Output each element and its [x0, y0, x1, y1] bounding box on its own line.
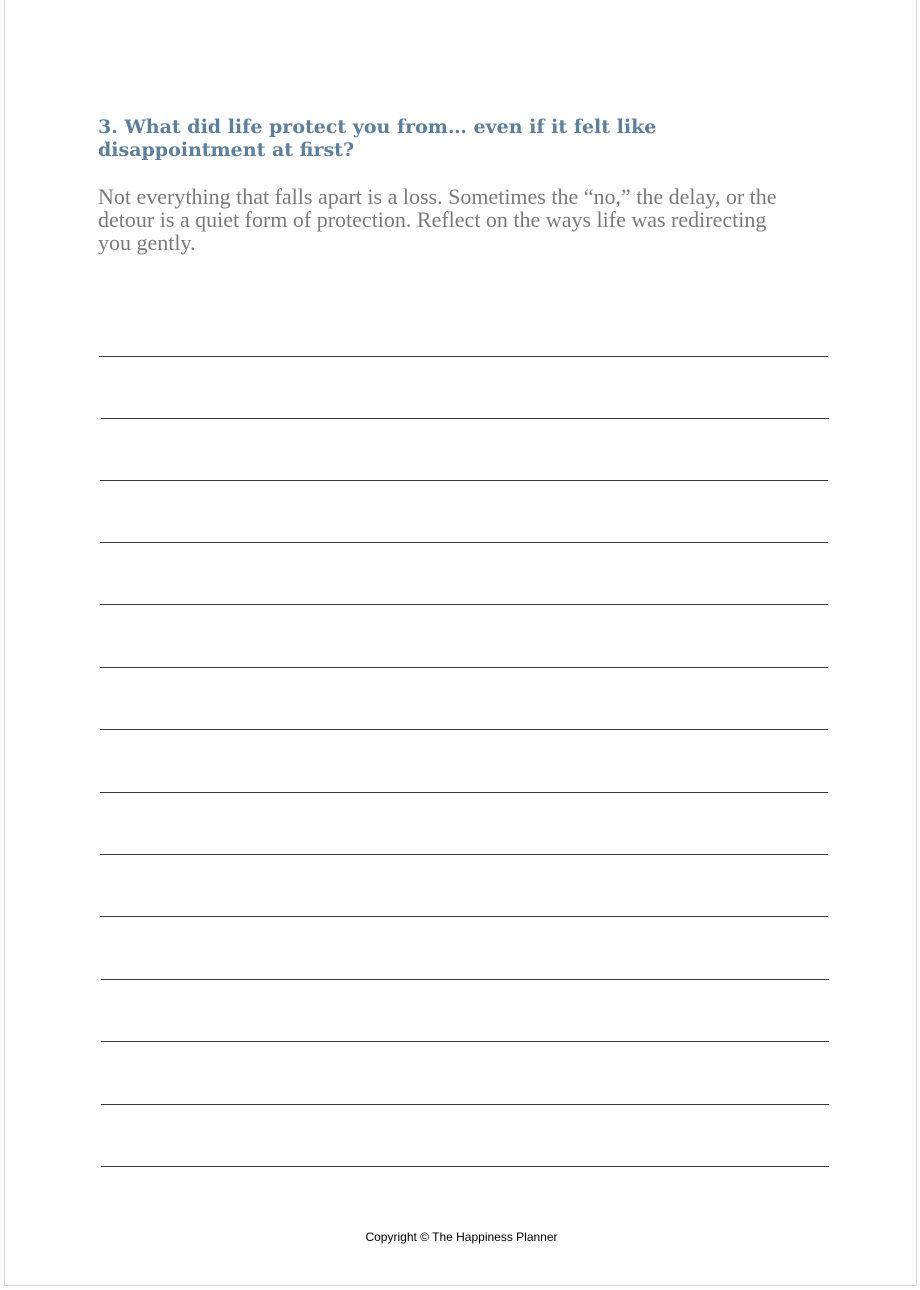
- writing-line[interactable]: [100, 792, 828, 793]
- writing-line[interactable]: [101, 1166, 829, 1167]
- writing-line[interactable]: [100, 542, 828, 543]
- writing-line[interactable]: [101, 1104, 829, 1105]
- writing-line[interactable]: [101, 418, 829, 419]
- writing-line[interactable]: [99, 356, 828, 357]
- writing-line[interactable]: [100, 667, 828, 668]
- writing-line[interactable]: [100, 604, 828, 605]
- writing-line[interactable]: [101, 979, 829, 980]
- writing-line[interactable]: [101, 1041, 829, 1042]
- writing-line[interactable]: [100, 854, 828, 855]
- journal-page: [4, 0, 917, 1286]
- question-title: 3. What did life protect you from… even if it felt like disappointment at first?: [98, 116, 657, 161]
- writing-line[interactable]: [100, 916, 828, 917]
- question-prompt: Not everything that falls apart is a loss. Sometimes the “no,” the delay, or the detour is a quiet form of protection. Reflect on the ways life was redirecting you gently.: [98, 184, 777, 255]
- writing-line[interactable]: [100, 480, 828, 481]
- writing-line[interactable]: [100, 729, 828, 730]
- copyright-footer: Copyright © The Happiness Planner: [365, 1230, 558, 1244]
- writing-lines: [5, 0, 918, 1286]
